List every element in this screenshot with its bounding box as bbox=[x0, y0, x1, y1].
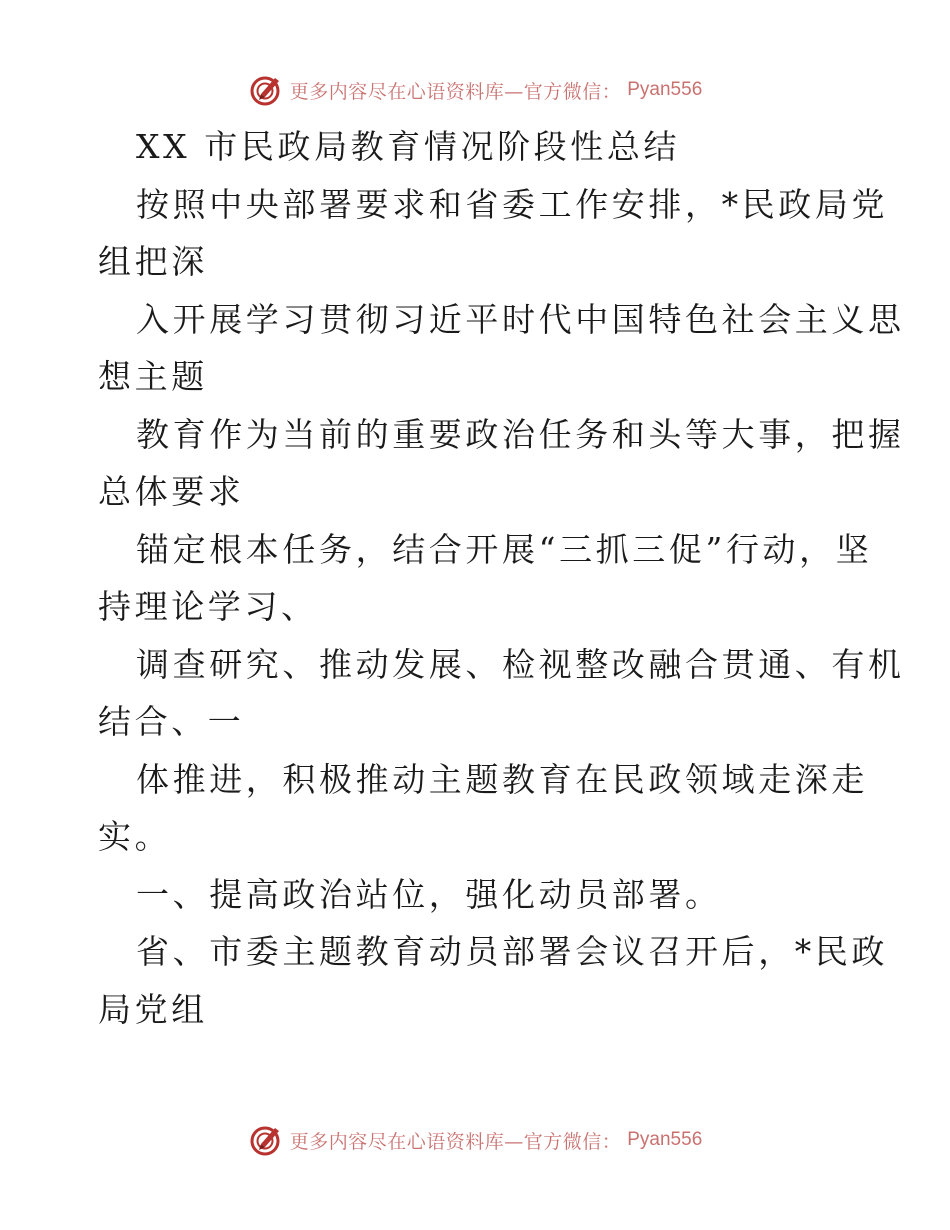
watermark-text: 更多内容尽在心语资料库—官方微信： bbox=[289, 80, 622, 103]
paragraph-line: 体推进，积极推动主题教育在民政领域走深走 bbox=[136, 759, 868, 799]
watermark-text: 更多内容尽在心语资料库—官方微信： bbox=[289, 1130, 622, 1153]
watermark-wechat-id: Pyan556 bbox=[627, 1129, 703, 1150]
section-heading: 一、提高政治站位，强化动员部署。 bbox=[136, 874, 722, 914]
header-watermark bbox=[0, 70, 950, 110]
paragraph-line: 结合、一 bbox=[98, 702, 245, 741]
document-body bbox=[98, 118, 905, 1038]
paragraph-line: 组把深 bbox=[98, 242, 208, 281]
paragraph-line: 想主题 bbox=[98, 357, 208, 396]
red-circle-pen-logo-icon bbox=[248, 1122, 284, 1158]
paragraph-line: 调查研究、推动发展、检视整改融合贯通、有机 bbox=[136, 644, 905, 684]
paragraph-line: 持理论学习、 bbox=[98, 587, 318, 626]
paragraph-line: 锚定根本任务，结合开展“三抓三促”行动，坚 bbox=[136, 529, 873, 569]
paragraph-line: 按照中央部署要求和省委工作安排，*民政局党 bbox=[136, 184, 889, 224]
document-title: XX 市民政局教育情况阶段性总结 bbox=[136, 127, 681, 166]
paragraph-line: 总体要求 bbox=[98, 472, 245, 511]
paragraph-line: 实。 bbox=[98, 817, 172, 856]
paragraph-line: 入开展学习贯彻习近平时代中国特色社会主义思 bbox=[136, 299, 905, 339]
watermark-wechat-id: Pyan556 bbox=[627, 79, 703, 100]
red-circle-pen-logo-icon bbox=[248, 72, 284, 108]
paragraph-line: 局党组 bbox=[98, 989, 208, 1029]
footer-watermark bbox=[0, 1120, 950, 1160]
paragraph-line: 省、市委主题教育动员部署会议召开后，*民政 bbox=[136, 932, 889, 971]
paragraph-line: 教育作为当前的重要政治任务和头等大事，把握 bbox=[136, 414, 905, 454]
